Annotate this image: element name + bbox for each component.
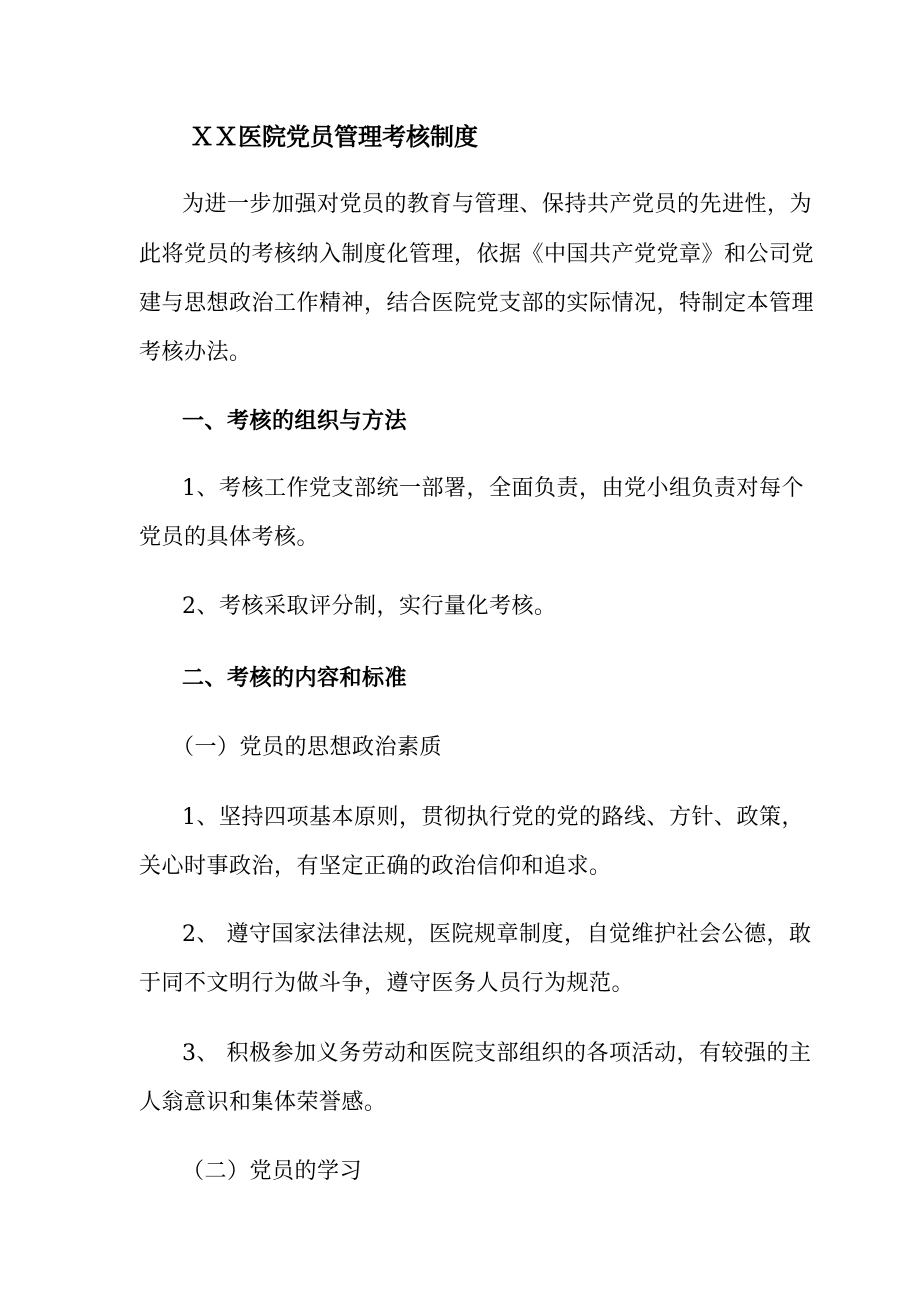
paragraph-line: 1、坚持四项基本原则，贯彻执行党的党的路线、方针、政策， <box>182 805 804 830</box>
paragraph-line: 1、考核工作党支部统一部署，全面负责，由党小组负责对每个 <box>182 476 804 501</box>
paragraph-line: 于同不文明行为做斗争，遵守医务人员行为规范。 <box>139 971 635 996</box>
document-title: ＸＸ医院党员管理考核制度 <box>190 122 478 151</box>
subsection-heading: （二）党员的学习 <box>182 1159 363 1184</box>
paragraph-line: 2、考核采取评分制，实行量化考核。 <box>182 594 557 619</box>
intro-line: 为进一步加强对党员的教育与管理、保持共产党员的先进性，为 <box>182 192 813 217</box>
paragraph-line: 3、 积极参加义务劳动和医院支部组织的各项活动，有较强的主 <box>182 1041 812 1066</box>
intro-line: 此将党员的考核纳入制度化管理，依据《中国共产党党章》和公司党 <box>139 242 815 267</box>
intro-line: 考核办法。 <box>139 340 252 365</box>
intro-line: 建与思想政治工作精神，结合医院党支部的实际情况，特制定本管理 <box>139 291 815 316</box>
paragraph-line: 党员的具体考核。 <box>139 525 320 550</box>
subsection-heading: （一）党员的思想政治素质 <box>172 735 443 760</box>
paragraph-line: 关心时事政治，有坚定正确的政治信仰和追求。 <box>139 854 612 879</box>
section-heading-organization: 一、考核的组织与方法 <box>182 408 408 434</box>
paragraph-line: 2、 遵守国家法律法规，医院规章制度，自觉维护社会公德，敢 <box>182 922 812 947</box>
section-heading-content: 二、考核的内容和标准 <box>182 665 408 691</box>
paragraph-line: 人翁意识和集体荣誉感。 <box>139 1090 387 1115</box>
